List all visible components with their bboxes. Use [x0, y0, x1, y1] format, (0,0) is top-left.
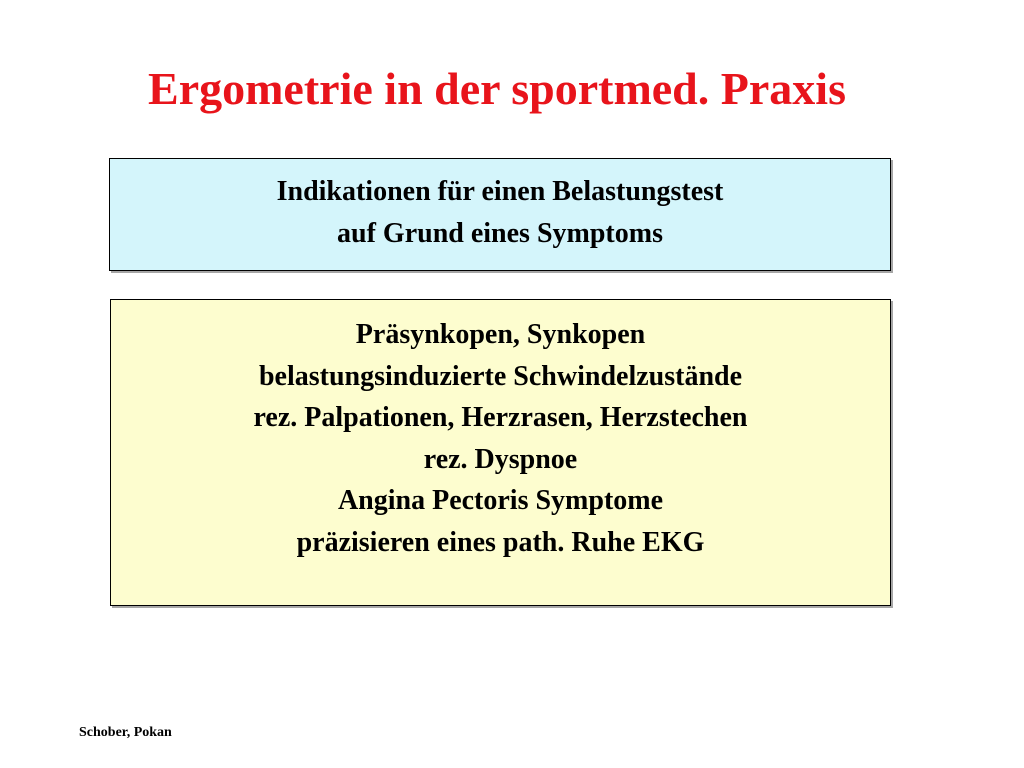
symptom-line-2: belastungsinduzierte Schwindelzustände	[258, 360, 743, 392]
symptoms-box	[110, 299, 891, 606]
indications-line-2: auf Grund eines Symptoms	[337, 218, 663, 249]
symptom-line-4: rez. Dyspnoe	[423, 443, 578, 475]
symptom-line-6: präzisieren eines path. Ruhe EKG	[296, 526, 705, 558]
slide-title: Ergometrie in der sportmed. Praxis	[148, 63, 846, 114]
slide-footer-authors: Schober, Pokan	[79, 725, 172, 740]
symptom-line-3: rez. Palpationen, Herzrasen, Herzstechen	[253, 402, 748, 433]
indications-line-1: Indikationen für einen Belastungstest	[276, 176, 724, 207]
symptom-line-5: Angina Pectoris Symptome	[337, 485, 664, 516]
indications-box	[109, 158, 891, 271]
symptom-line-1: Präsynkopen, Synkopen	[355, 319, 646, 350]
